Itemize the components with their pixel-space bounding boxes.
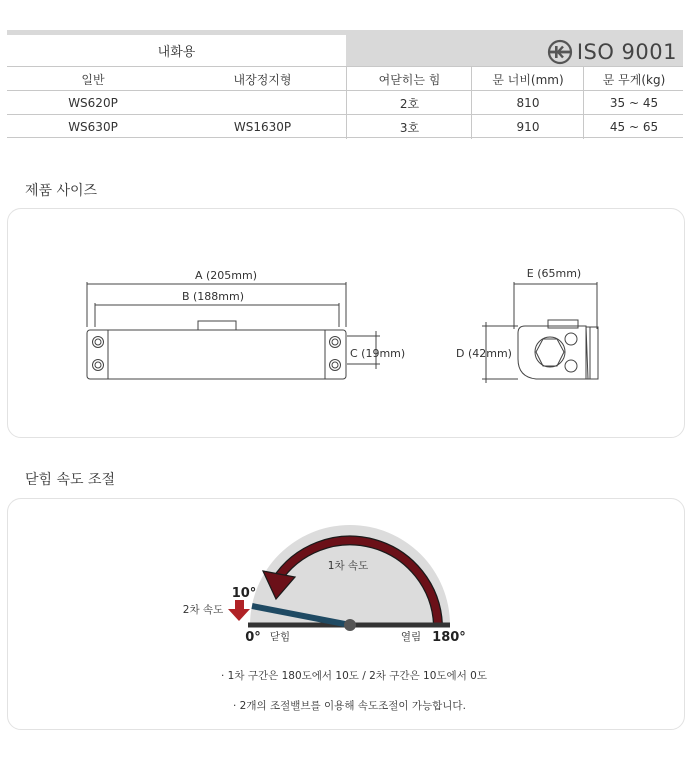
opening-label: 열림 <box>400 631 422 643</box>
column-header: 일반 <box>81 72 105 87</box>
pivot-icon <box>344 619 356 631</box>
second-speed-label: 2차 속도 <box>182 604 224 616</box>
column-header: 문 너비(mm) <box>471 67 584 91</box>
table-row <box>7 90 683 115</box>
table-bottom-border <box>7 137 683 138</box>
speed-diagram-panel <box>7 498 685 730</box>
dimension-d-label: D (42mm) <box>456 347 512 360</box>
kc-mark-icon <box>547 39 573 65</box>
table-row <box>7 114 683 139</box>
first-speed-label: 1차 속도 <box>327 560 369 572</box>
dimension-c-label: C (19mm) <box>350 347 406 360</box>
closing-label: 닫힘 <box>269 631 291 643</box>
iso-label: ISO 9001 <box>576 40 677 64</box>
dimension-b-label: B (188mm) <box>181 290 245 303</box>
dimension-e-label: E (65mm) <box>526 267 582 280</box>
column-header: 내장정지형 <box>233 72 292 87</box>
table-cell: 910 <box>471 115 584 139</box>
dimension-a-label: A (205mm) <box>194 269 258 282</box>
certification-header <box>346 35 683 66</box>
speed-note-2: · 2개의 조절밸브를 이용해 속도조절이 가능합니다. <box>233 700 466 712</box>
door-closer-dimension-drawing <box>8 209 684 437</box>
angle-180-label: 180° <box>432 630 466 645</box>
table-header-row <box>7 66 683 91</box>
iso-certification-mark <box>547 39 677 65</box>
speed-note-1: · 1차 구간은 180도에서 10도 / 2차 구간은 10도에서 0도 <box>221 670 488 682</box>
table-cell <box>179 91 346 115</box>
angle-0-label: 0° <box>245 630 261 645</box>
section-title-speed: 닫힘 속도 조절 <box>25 472 116 488</box>
table-cell: 45 ~ 65 <box>583 115 684 139</box>
table-title: 내화용 <box>157 45 196 60</box>
column-header: 문 무게(kg) <box>583 67 684 91</box>
column-header: 여닫히는 힘 <box>346 67 472 91</box>
table-cell: 2호 <box>346 91 472 115</box>
table-cell: WS1630P <box>233 120 292 134</box>
angle-10-label: 10° <box>231 586 257 601</box>
second-speed-arrowhead <box>228 609 250 621</box>
closing-speed-diagram <box>8 499 684 729</box>
table-cell: 35 ~ 45 <box>583 91 684 115</box>
table-cell: 3호 <box>346 115 472 139</box>
size-diagram-panel <box>7 208 685 438</box>
table-cell: WS620P <box>68 96 118 110</box>
table-cell: WS630P <box>68 120 118 134</box>
section-title-size: 제품 사이즈 <box>25 183 98 199</box>
table-cell: 810 <box>471 91 584 115</box>
